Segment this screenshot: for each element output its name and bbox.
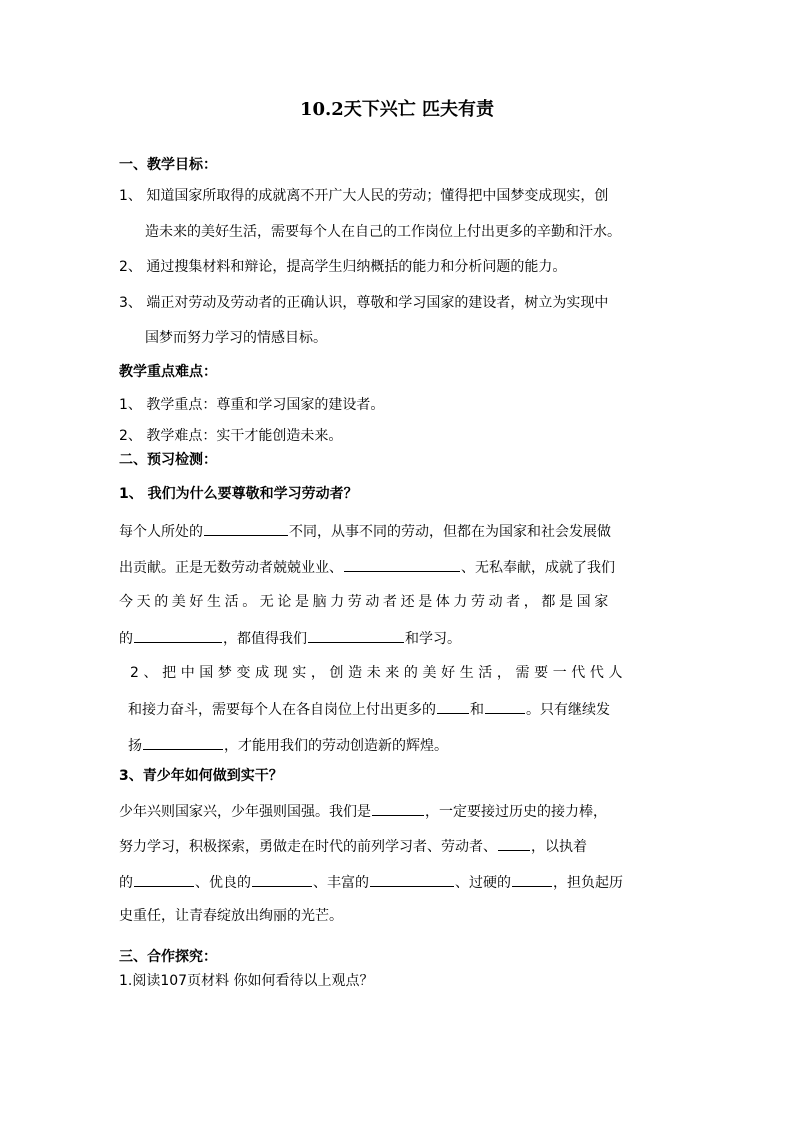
cooperation-question-1: 1.阅读107页材料 你如何看待以上观点？ (119, 973, 374, 989)
text: 。只有继续发 (526, 702, 610, 718)
text: 、过硬的 (455, 875, 511, 891)
blank-field[interactable] (143, 735, 223, 750)
blank-field[interactable] (512, 872, 552, 887)
text: 出贡献。正是无数劳动者兢兢业业、 (119, 560, 343, 576)
text: 不同，从事不同的劳动，但都在为国家和社会发展做 (289, 524, 611, 540)
keypoint-1: 1、 教学重点：尊重和学习国家的建设者。 (119, 397, 385, 413)
text: 每个人所处的 (119, 524, 203, 540)
q2-paragraph-line-1: 2、把中国梦变成现实，创造未来的美好生活，需要一代代人 (130, 665, 628, 681)
text: 扬 (128, 738, 142, 754)
question-1-title: 1、 我们为什么要尊敬和学习劳动者？ (119, 486, 358, 502)
blank-field[interactable] (204, 521, 288, 536)
q1-paragraph-line-2 (119, 557, 615, 577)
objective-1-line-2: 造未来的美好生活，需要每个人在自己的工作岗位上付出更多的辛勤和汗水。 (145, 224, 621, 240)
page-title: 10.2天下兴亡 匹夫有责 (299, 99, 495, 120)
q2-paragraph-line-2 (128, 699, 610, 719)
q3-paragraph-line-4: 史重任，让青春绽放出绚丽的光芒。 (119, 908, 343, 924)
q3-paragraph-line-1 (119, 801, 607, 821)
q1-paragraph-line-1 (119, 521, 611, 541)
blank-field[interactable] (372, 801, 424, 816)
q1-paragraph-line-4 (119, 628, 461, 648)
question-3-title: 3、青少年如何做到实干？ (119, 768, 283, 784)
text: 努力学习，积极探索，勇做走在时代的前列学习者、劳动者、 (119, 839, 497, 855)
section-heading-objectives: 一、教学目标： (119, 157, 217, 173)
objective-2: 2、 通过搜集材料和辩论，提高学生归纳概括的能力和分析问题的能力。 (119, 259, 567, 275)
text: 、优良的 (195, 875, 251, 891)
text: 、丰富的 (313, 875, 369, 891)
text: 和学习。 (405, 631, 461, 647)
blank-field[interactable] (498, 836, 530, 851)
section-heading-keypoints: 教学重点难点： (119, 364, 217, 380)
q3-paragraph-line-3 (119, 872, 623, 892)
text: ，担负起历 (553, 875, 623, 891)
text: ，一定要接过历史的接力棒， (425, 804, 607, 820)
text: ，以执着 (531, 839, 587, 855)
section-heading-cooperation: 三、合作探究： (119, 949, 217, 965)
text: ，都值得我们 (223, 631, 307, 647)
text: 的 (119, 631, 133, 647)
objective-3-line-1: 3、 端正对劳动及劳动者的正确认识，尊敬和学习国家的建设者，树立为实现中 (119, 295, 609, 311)
blank-field[interactable] (134, 872, 194, 887)
q2-paragraph-line-3 (128, 735, 448, 755)
text: ，才能用我们的劳动创造新的辉煌。 (224, 738, 448, 754)
q3-paragraph-line-2 (119, 836, 587, 856)
q1-paragraph-line-3: 今天的美好生活。无论是脑力劳动者还是体力劳动者，都是国家 (119, 594, 612, 610)
blank-field[interactable] (485, 699, 525, 714)
text: 和接力奋斗，需要每个人在各自岗位上付出更多的 (128, 702, 436, 718)
blank-field[interactable] (252, 872, 312, 887)
text: 的 (119, 875, 133, 891)
blank-field[interactable] (134, 628, 222, 643)
blank-field[interactable] (308, 628, 404, 643)
blank-field[interactable] (437, 699, 469, 714)
objective-3-line-2: 国梦而努力学习的情感目标。 (145, 330, 327, 346)
objective-1-line-1: 1、 知道国家所取得的成就离不开广大人民的劳动；懂得把中国梦变成现实，创 (119, 188, 609, 204)
text: 、无私奉献，成就了我们 (461, 560, 615, 576)
blank-field[interactable] (344, 557, 460, 572)
section-heading-preview: 二、预习检测： (119, 452, 217, 468)
blank-field[interactable] (370, 872, 454, 887)
text: 和 (470, 702, 484, 718)
text: 少年兴则国家兴，少年强则国强。我们是 (119, 804, 371, 820)
keypoint-2: 2、 教学难点：实干才能创造未来。 (119, 428, 343, 444)
